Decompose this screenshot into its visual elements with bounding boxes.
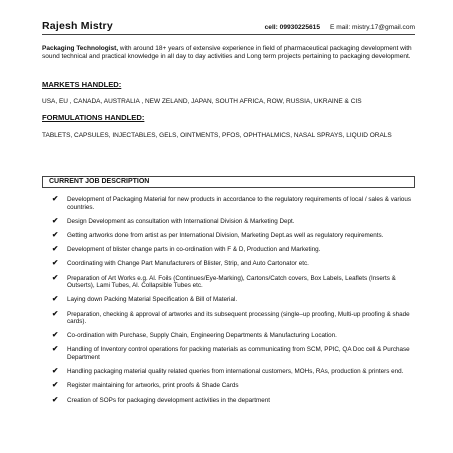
job-item [52, 382, 415, 390]
job-item-text: Development of blister change parts in co-ordination with F & D, Production and Marketing. [67, 246, 321, 254]
job-item-text: Handling packaging material quality related queries from international customers, MOHs, RAs, production & printers end. [67, 368, 404, 376]
formulations-heading: FORMULATIONS HANDLED: [42, 113, 145, 122]
check-icon: ✔ [52, 215, 59, 225]
job-item [52, 332, 415, 340]
job-item-text: Development of Packaging Material for new products in accordance to the regulatory requirements of local / sales & various countries. [67, 196, 412, 211]
job-item-text: Preparation of Art Works e.g. Al. Foils (Continues/Eye-Marking), Cartons/Catch covers, Box Labels, Leaflets (Inserts & Outserts), Lami Tubes, Al. Collapsible Tubes etc. [67, 274, 396, 290]
check-icon: ✔ [52, 229, 59, 239]
check-icon: ✔ [52, 194, 59, 203]
job-item [52, 296, 415, 304]
formulations-text: TABLETS, CAPSULES, INJECTABLES, GELS, OINTMENTS, PFOS, OPHTHALMICS, NASAL SPRAYS, LIQUID ORALS [42, 132, 392, 139]
job-item [52, 346, 415, 361]
profile-title: Packaging Technologist, [42, 45, 119, 52]
job-item-text: Co-ordination with Purchase, Supply Chain, Engineering Departments & Manufacturing Location. [67, 332, 337, 340]
job-item-text: Preparation, checking & approval of artworks and its subsequent processing (single–up proofing, Multi-up proofing & shade cards). [67, 310, 410, 326]
job-item [52, 272, 415, 290]
job-item [52, 260, 415, 268]
check-icon: ✔ [52, 294, 59, 304]
markets-heading: MARKETS HANDLED: [42, 80, 122, 89]
job-item-text: Getting artworks done from artist as per International Division, Marketing Dept.as well as regulatory requirements. [67, 231, 384, 239]
job-item-text: Register maintaining for artworks, print proofs & Shade Cards [67, 382, 239, 390]
check-icon: ✔ [52, 330, 59, 340]
email-address: E mail: mistry.17@gmail.com [330, 24, 415, 31]
job-item [52, 368, 415, 376]
profile-text: with around 18+ years of extensive experience in field of pharmaceutical packaging development with sound technical and practical knowledge in all day to day activities and Long term projects pertaining to packaging development. [42, 45, 412, 61]
resume-header [42, 20, 415, 35]
job-description-list [52, 196, 415, 411]
check-icon: ✔ [52, 272, 59, 282]
job-item [52, 394, 415, 405]
markets-text: USA, EU , CANADA, AUSTRALIA , NEW ZELAND, JAPAN, SOUTH AFRICA, ROW, RUSSIA, UKRAINE & CIS [42, 98, 362, 105]
check-icon: ✔ [52, 344, 59, 354]
job-item-text: Coordinating with Change Part Manufacturers of Blister, Strip, and Auto Cartonator etc. [67, 260, 309, 268]
job-item-text: Laying down Packing Material Specification & Bill of Material. [67, 296, 238, 304]
check-icon: ✔ [52, 258, 59, 268]
job-item [52, 215, 415, 226]
job-item [52, 308, 415, 326]
job-item [52, 196, 415, 211]
job-item-text: Handling of Inventory control operations for packing materials as communicating from SCM, PPIC, QA Doc cell & Purchase Department [67, 346, 410, 362]
contact-info [265, 24, 415, 31]
check-icon: ✔ [52, 366, 59, 376]
current-job-heading: CURRENT JOB DESCRIPTION [42, 176, 415, 188]
job-item-text: Design Development as consultation with International Division & Marketing Dept. [67, 217, 295, 225]
check-icon: ✔ [52, 380, 59, 390]
check-icon: ✔ [52, 244, 59, 254]
candidate-name: Rajesh Mistry [42, 20, 113, 32]
phone-number: cell: 09930225615 [264, 24, 321, 31]
job-item [52, 246, 415, 254]
job-item-text: Creation of SOPs for packaging development activities in the department [67, 396, 271, 404]
profile-summary [42, 45, 415, 61]
job-item [52, 229, 415, 240]
check-icon: ✔ [52, 308, 59, 318]
check-icon: ✔ [52, 394, 59, 404]
